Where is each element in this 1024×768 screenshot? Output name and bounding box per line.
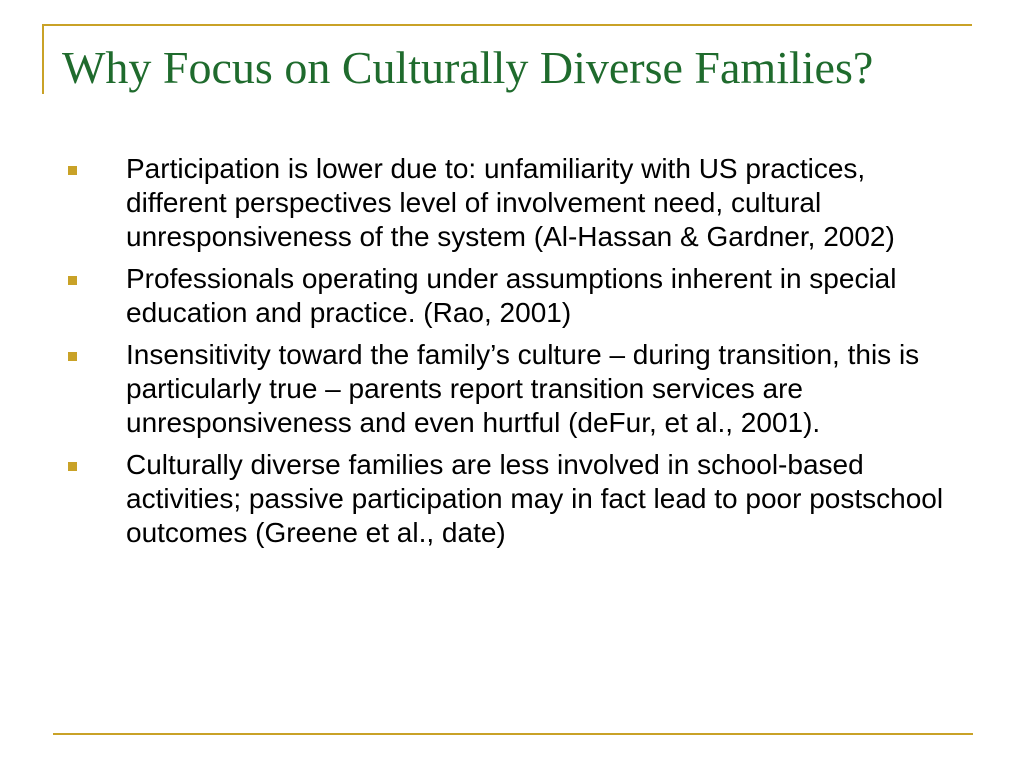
- bullet-text: Participation is lower due to: unfamiliarity with US practices, different perspectives level of involvement need, cultural unresponsiveness of the system (Al-Hassan & Gardner, 2002): [126, 153, 895, 252]
- square-bullet-icon: [68, 166, 77, 175]
- frame-left-rule: [42, 24, 44, 94]
- bullet-item: [62, 262, 957, 330]
- bullet-item: [62, 152, 957, 254]
- square-bullet-icon: [68, 276, 77, 285]
- slide-title: Why Focus on Culturally Diverse Families?: [62, 42, 874, 93]
- bullet-item: [62, 338, 957, 440]
- bullet-text: Professionals operating under assumptions inherent in special education and practice. (Rao, 2001): [126, 263, 897, 328]
- frame-top-rule: [42, 24, 972, 26]
- bullet-text: Insensitivity toward the family’s culture – during transition, this is particularly true – parents report transition services are unresponsiveness and even hurtful (deFur, et al., 2001).: [126, 339, 920, 438]
- frame-bottom-rule: [53, 733, 973, 735]
- bullet-text: Culturally diverse families are less involved in school-based activities; passive participation may in fact lead to poor postschool outcomes (Greene et al., date): [126, 449, 944, 548]
- square-bullet-icon: [68, 462, 77, 471]
- square-bullet-icon: [68, 352, 77, 361]
- bullet-list: [62, 152, 957, 558]
- bullet-item: [62, 448, 957, 550]
